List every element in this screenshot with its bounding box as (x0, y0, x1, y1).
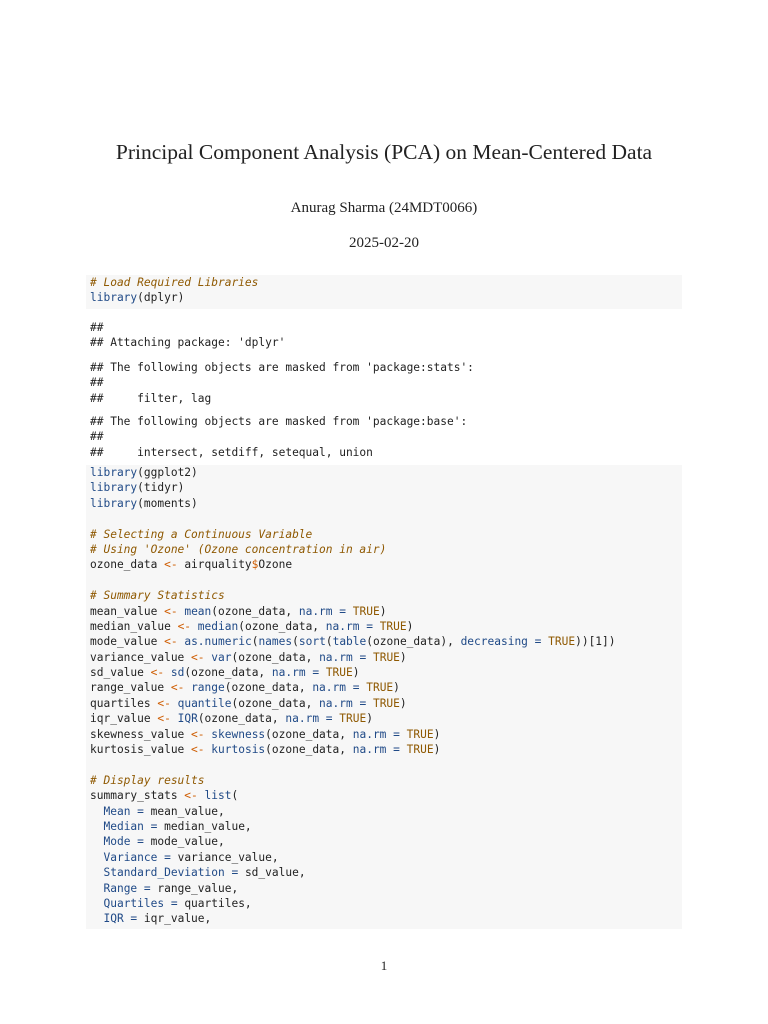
code-token: ) (406, 619, 414, 633)
code-line (90, 275, 678, 290)
code-token: ) (352, 666, 360, 680)
code-token: <- (150, 666, 165, 680)
code-line (90, 711, 678, 726)
code-line (90, 727, 678, 742)
code-token: quantile (177, 696, 232, 710)
code-line (90, 604, 678, 619)
code-token: $ (251, 558, 259, 572)
code-token: kurtosis_value (90, 743, 192, 757)
code-token: library (90, 291, 138, 305)
code-token: TRUE (366, 681, 394, 695)
code-token: ) (399, 650, 407, 664)
code-line (90, 375, 678, 390)
code-line (90, 911, 678, 926)
code-token: <- (177, 619, 192, 633)
code-token: ) (379, 604, 387, 618)
code-token: ## The following objects are masked from 'package:stats': (90, 361, 474, 374)
code-line (90, 881, 678, 896)
code-token: Mean = (103, 804, 144, 818)
code-token: median (197, 619, 239, 633)
code-token (90, 820, 103, 833)
code-token: ## intersect, setdiff, setequal, union (90, 445, 373, 459)
code-line (90, 527, 678, 542)
output-masked-base (86, 414, 682, 460)
code-token: var (211, 650, 232, 664)
code-line (90, 850, 678, 865)
code-token: <- (164, 604, 178, 618)
code-token (198, 789, 205, 802)
code-line (90, 665, 678, 680)
code-token (366, 697, 373, 710)
code-token: na.rm = (319, 650, 367, 664)
code-token: (ozone_data, (224, 681, 313, 695)
code-token: TRUE (548, 635, 576, 649)
code-token: quartiles, (177, 896, 252, 910)
code-line (90, 445, 678, 460)
code-line (90, 335, 678, 350)
code-token: <- (191, 727, 205, 741)
code-token: range (191, 681, 225, 695)
code-token: ) (366, 712, 373, 726)
code-token: # Using 'Ozone' (Ozone concentration in air) (90, 542, 387, 556)
code-token: (ggplot2) (137, 466, 198, 479)
code-token (366, 651, 373, 664)
code-token: mean_value, (143, 804, 225, 818)
code-token: Range = (103, 881, 151, 895)
code-token: iqr_value (90, 712, 158, 726)
code-token: # Summary Statistics (90, 589, 225, 603)
code-line (90, 573, 678, 588)
code-token: quartiles (90, 696, 158, 710)
code-token: (tidyr) (137, 481, 185, 495)
code-token: <- (157, 696, 171, 710)
code-token: ## filter, lag (90, 391, 212, 405)
code-line (90, 496, 678, 511)
code-line (90, 480, 678, 495)
code-token: sort (298, 635, 326, 649)
code-token (171, 697, 178, 710)
code-line (90, 696, 678, 711)
code-token (90, 882, 103, 895)
code-token: (ozone_data, (265, 727, 353, 741)
code-line (90, 773, 678, 788)
code-token: (ozone_data, (265, 743, 353, 757)
code-token: TRUE (339, 712, 367, 726)
code-token: IQR = (103, 912, 138, 926)
code-token: <- (164, 558, 178, 572)
code-token: ( (251, 635, 259, 649)
code-line (90, 896, 678, 911)
code-token: <- (170, 681, 185, 695)
output-masked-stats (86, 360, 682, 406)
code-token: sd_value, (238, 866, 306, 880)
code-token: ) (399, 696, 407, 710)
code-token: (dplyr) (137, 291, 185, 305)
code-token: mode_value (90, 635, 165, 649)
code-token: iqr_value, (137, 912, 212, 926)
code-token: ) (433, 727, 441, 741)
document-author: Anurag Sharma (24MDT0066) (290, 200, 478, 216)
code-line (90, 865, 678, 880)
code-line (90, 650, 678, 665)
code-token: (ozone_data, (184, 666, 272, 680)
code-token: Mode = (103, 835, 144, 849)
code-token: IQR (177, 712, 198, 726)
code-line (90, 619, 678, 634)
code-token (90, 866, 103, 879)
code-line (90, 588, 678, 603)
code-line (90, 511, 678, 526)
code-token: # Display results (90, 773, 205, 787)
code-token: ## (90, 376, 104, 390)
code-token: summary_stats (90, 789, 185, 803)
code-token: Quartiles = (103, 896, 178, 910)
code-token: <- (191, 743, 205, 757)
code-token: ( (325, 635, 333, 649)
code-line (90, 634, 678, 649)
code-token: decreasing = (460, 635, 542, 649)
code-token: na.rm = (352, 743, 400, 757)
code-chunk-summary-statistics (86, 465, 682, 929)
code-line (90, 819, 678, 834)
code-token (319, 666, 326, 679)
code-token: Variance = (103, 850, 171, 864)
code-token: ## (90, 321, 104, 334)
code-token: # Load Required Libraries (90, 276, 259, 289)
code-token: Ozone (258, 558, 293, 572)
code-token: na.rm = (325, 619, 373, 633)
code-token (90, 897, 103, 910)
code-token (346, 605, 353, 618)
code-token: table (332, 635, 367, 649)
code-line (90, 788, 678, 803)
code-token (373, 620, 380, 633)
code-line (90, 360, 678, 375)
code-token (400, 743, 407, 756)
code-chunk-load-libraries (86, 275, 682, 309)
code-token: <- (184, 789, 198, 803)
code-token: (ozone_data, (238, 619, 326, 633)
code-token: TRUE (406, 743, 434, 757)
code-token: mean (184, 604, 212, 618)
code-token: ## (90, 430, 104, 444)
code-line (90, 742, 678, 757)
code-token: kurtosis (211, 743, 266, 757)
code-token: ( (231, 789, 239, 803)
code-token: na.rm = (352, 727, 400, 741)
code-token: ))[1]) (575, 635, 616, 649)
code-token: na.rm = (312, 681, 360, 695)
code-token: ## Attaching package: 'dplyr' (90, 336, 286, 350)
code-line (90, 542, 678, 557)
code-line (90, 320, 678, 335)
code-token: as.numeric (184, 635, 252, 649)
code-token (164, 666, 171, 679)
document-title: Principal Component Analysis (PCA) on Mean-Centered Data (115, 140, 653, 164)
code-token: variance_value (90, 650, 192, 664)
code-token: list (204, 789, 232, 803)
code-token: TRUE (352, 604, 380, 618)
code-token: library (90, 466, 138, 479)
code-token: TRUE (379, 619, 407, 633)
code-token (171, 712, 178, 725)
code-line (90, 834, 678, 849)
code-line (90, 429, 678, 444)
code-line (90, 757, 678, 772)
code-token: ) (433, 743, 441, 757)
code-token: TRUE (372, 650, 400, 664)
code-token: (ozone_data, (231, 650, 320, 664)
output-attaching-package (86, 320, 682, 351)
code-line (90, 680, 678, 695)
code-token: <- (164, 635, 178, 649)
code-token: <- (191, 650, 205, 664)
page-number: 1 (380, 958, 388, 973)
code-token: TRUE (372, 696, 400, 710)
code-token: sd (170, 666, 185, 680)
code-token: na.rm = (271, 666, 320, 680)
code-token: Median = (103, 819, 158, 833)
code-token: TRUE (325, 666, 353, 680)
code-token: <- (157, 712, 171, 726)
code-token (191, 620, 198, 633)
code-token: mode_value, (143, 835, 225, 849)
code-token: range_value (90, 681, 171, 695)
code-token: ) (393, 681, 400, 695)
code-token: median_value, (157, 819, 252, 833)
code-token: mean_value (90, 604, 165, 618)
code-token: library (90, 481, 138, 495)
code-token: airquality (177, 558, 252, 572)
code-line (90, 290, 678, 305)
code-token: Standard_Deviation = (103, 866, 239, 880)
code-token (90, 851, 103, 864)
code-token: na.rm = (285, 712, 333, 726)
code-token: skewness (211, 727, 266, 741)
code-line (90, 804, 678, 819)
code-token: (ozone_data, (197, 712, 286, 726)
code-token: (ozone_data, (211, 604, 299, 618)
code-token (90, 805, 103, 818)
code-token: range_value, (150, 881, 239, 895)
code-token: skewness_value (90, 727, 192, 741)
code-token: na.rm = (298, 604, 346, 618)
code-token (90, 835, 103, 848)
code-token: library (90, 496, 138, 510)
code-token: names (258, 635, 293, 649)
code-token: (ozone_data, (231, 696, 320, 710)
code-line (90, 391, 678, 406)
code-token: (ozone_data), (366, 635, 461, 649)
code-token: ozone_data (90, 558, 165, 572)
code-line (90, 414, 678, 429)
code-token: (moments) (137, 496, 198, 510)
code-token: na.rm = (319, 696, 367, 710)
code-line (90, 465, 678, 480)
code-token: ( (292, 635, 299, 649)
code-token (90, 912, 103, 925)
code-token: variance_value, (170, 850, 279, 864)
code-token: median_value (90, 619, 178, 633)
code-token: ## The following objects are masked from 'package:base': (90, 415, 468, 428)
code-token: TRUE (406, 727, 434, 741)
code-token (400, 728, 407, 741)
code-token: sd_value (90, 666, 151, 680)
code-line (90, 557, 678, 572)
code-token: # Selecting a Continuous Variable (90, 527, 313, 541)
document-date: 2025-02-20 (349, 235, 419, 251)
